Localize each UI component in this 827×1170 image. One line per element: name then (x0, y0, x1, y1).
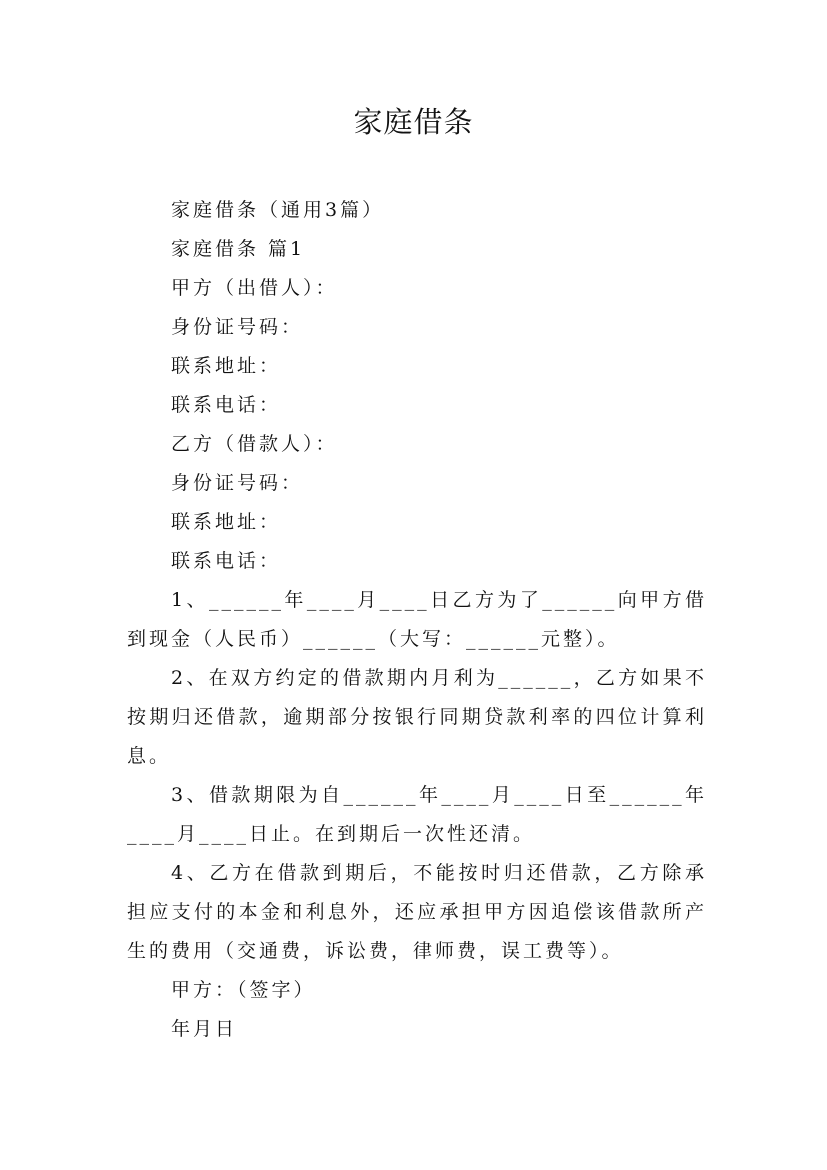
party-b-phone: 联系电话： (171, 550, 282, 572)
party-b-label: 乙方（借款人）： (171, 433, 338, 455)
party-a-id-number: 身份证号码： (171, 316, 304, 338)
party-a-phone: 联系电话： (171, 394, 282, 416)
party-a-address: 联系地址： (171, 355, 282, 377)
section-heading: 家庭借条 篇1 (171, 238, 306, 260)
clause-1: 1、______年____月____日乙方为了______向甲方借到现金（人民币）______（大写：______元整）。 (127, 589, 707, 650)
clause-3: 3、借款期限为自______年____月____日至______年____月____日止。在到期后一次性还清。 (127, 784, 707, 845)
document-body (127, 191, 707, 1049)
subtitle-line: 家庭借条（通用3篇） (171, 199, 385, 221)
signature-date: 年月日 (171, 1018, 238, 1040)
party-a-label: 甲方（出借人）： (171, 277, 338, 299)
party-b-address: 联系地址： (171, 511, 282, 533)
document-title: 家庭借条 (353, 105, 474, 139)
party-b-id-number: 身份证号码： (171, 472, 304, 494)
party-a-signature: 甲方：（签字） (171, 979, 316, 1001)
clause-2: 2、在双方约定的借款期内月利为______，乙方如果不按期归还借款，逾期部分按银行同期贷款利率的四位计算利息。 (127, 667, 707, 767)
clause-4: 4、乙方在借款到期后，不能按时归还借款，乙方除承担应支付的本金和利息外，还应承担甲方因追偿该借款所产生的费用（交通费，诉讼费，律师费，误工费等）。 (127, 862, 707, 962)
